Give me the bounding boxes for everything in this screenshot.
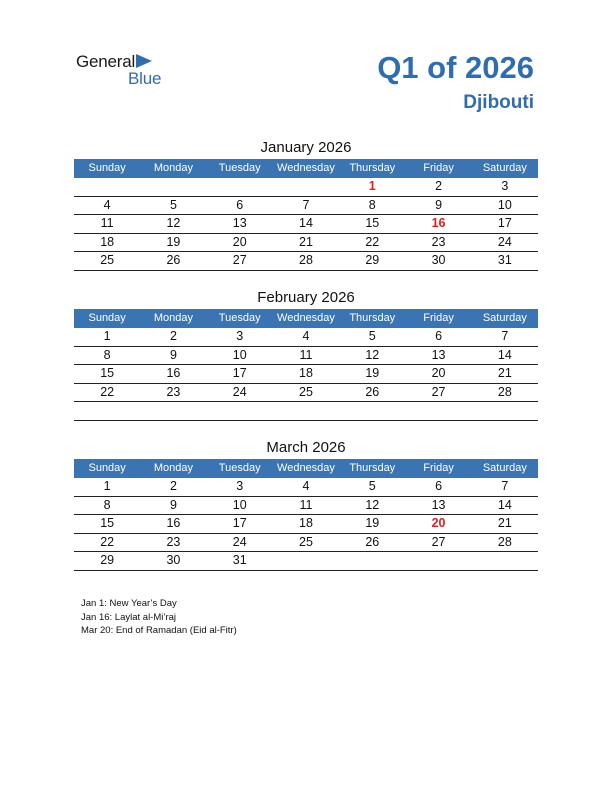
day-cell <box>74 402 140 420</box>
weekday-label: Monday <box>153 462 193 474</box>
day-cell: 26 <box>365 534 380 549</box>
weekday-label: Tuesday <box>218 462 261 474</box>
day-cell: 3 <box>236 329 244 343</box>
logo-text-blue: Blue <box>128 69 162 88</box>
day-cell: 14 <box>497 347 512 362</box>
weekday-label: Monday <box>153 162 193 174</box>
day-cell: 28 <box>497 534 512 549</box>
day-cell: 10 <box>232 347 247 362</box>
day-cell: 24 <box>232 534 247 549</box>
day-cell: 27 <box>431 534 446 549</box>
day-cell: 22 <box>100 384 115 399</box>
day-cell: 5 <box>169 197 177 212</box>
day-cell: 8 <box>103 497 111 512</box>
day-cell: 13 <box>431 347 446 362</box>
day-cell: 27 <box>232 253 247 267</box>
day-cell: 5 <box>368 479 376 493</box>
day-cell: 25 <box>100 253 115 267</box>
day-cell: 17 <box>232 516 247 530</box>
weekday-label: Sunday <box>88 462 126 474</box>
weekday-label: Wednesday <box>277 162 335 174</box>
day-cell: 4 <box>302 479 310 493</box>
day-cell <box>273 402 339 420</box>
day-cell: 30 <box>431 253 446 267</box>
day-cell: 19 <box>365 366 380 380</box>
weekday-label: Saturday <box>482 162 527 174</box>
day-cell <box>140 402 206 420</box>
day-cell: 10 <box>497 197 512 212</box>
day-cell: 22 <box>100 534 115 549</box>
day-cell <box>405 402 471 420</box>
day-cell: 18 <box>299 366 313 380</box>
week-row <box>74 178 538 197</box>
week-row <box>74 515 538 534</box>
weekday-label: Thursday <box>349 312 396 324</box>
day-cell: 28 <box>497 384 512 399</box>
weekday-label: Saturday <box>482 462 527 474</box>
week-row <box>74 328 538 347</box>
week-row <box>74 552 538 571</box>
week-row <box>74 534 538 553</box>
weekday-header <box>74 459 538 478</box>
country-name: Djibouti <box>463 92 534 113</box>
day-cell: 19 <box>166 234 181 249</box>
day-cell: 2 <box>169 329 177 343</box>
weekday-label: Friday <box>423 162 454 174</box>
day-cell <box>273 552 339 570</box>
day-cell: 5 <box>368 329 376 343</box>
day-cell: 31 <box>232 553 247 567</box>
day-cell: 21 <box>497 516 512 530</box>
weekday-header <box>74 159 538 178</box>
week-row <box>74 215 538 234</box>
day-cell: 7 <box>501 329 509 343</box>
day-cell: 17 <box>232 366 247 380</box>
day-cell: 11 <box>299 497 313 512</box>
week-row <box>74 497 538 516</box>
day-cell: 7 <box>302 197 310 212</box>
day-cell: 13 <box>431 497 446 512</box>
day-cell: 11 <box>299 347 313 362</box>
logo <box>76 52 176 88</box>
day-cell: 16 <box>166 366 181 380</box>
weekday-label: Sunday <box>88 162 126 174</box>
weekday-label: Thursday <box>349 462 396 474</box>
day-cell <box>207 178 273 196</box>
day-cell: 18 <box>100 234 115 249</box>
day-cell: 6 <box>435 479 443 493</box>
logo-flag-icon <box>136 54 152 68</box>
day-cell: 4 <box>302 329 310 343</box>
weekday-label: Tuesday <box>218 162 261 174</box>
week-row <box>74 234 538 253</box>
month-title: January 2026 <box>260 139 352 156</box>
day-cell: 20 <box>232 234 247 249</box>
month-title: February 2026 <box>257 289 355 306</box>
day-cell: 11 <box>100 216 114 230</box>
holiday-day-cell: 20 <box>431 516 446 530</box>
day-cell: 28 <box>299 253 313 267</box>
day-cell <box>405 552 471 570</box>
day-cell: 2 <box>169 479 177 493</box>
day-cell: 7 <box>501 479 509 493</box>
day-cell: 18 <box>299 516 313 530</box>
holiday-note: Mar 20: End of Ramadan (Eid al-Fitr) <box>81 625 237 636</box>
day-cell: 1 <box>103 479 111 493</box>
week-row <box>74 197 538 216</box>
month-january <box>74 137 538 271</box>
month-title: March 2026 <box>266 439 346 456</box>
day-cell: 29 <box>365 253 380 267</box>
day-cell: 22 <box>365 234 380 249</box>
day-cell: 10 <box>232 497 247 512</box>
day-cell <box>472 552 538 570</box>
day-cell: 15 <box>100 366 115 380</box>
weekday-label: Friday <box>423 312 454 324</box>
week-row <box>74 365 538 384</box>
weekday-label: Monday <box>153 312 193 324</box>
day-cell: 30 <box>166 553 181 567</box>
weekday-label: Wednesday <box>277 312 335 324</box>
day-cell: 23 <box>166 384 181 399</box>
day-cell: 12 <box>166 216 181 230</box>
day-cell: 20 <box>431 366 446 380</box>
day-cell: 27 <box>431 384 446 399</box>
day-cell: 9 <box>435 197 443 212</box>
day-cell: 8 <box>368 197 376 212</box>
day-cell: 24 <box>232 384 247 399</box>
day-cell: 1 <box>103 329 111 343</box>
holiday-notes <box>81 597 237 638</box>
day-cell: 21 <box>299 234 313 249</box>
logo-text-general: General <box>76 52 136 71</box>
holiday-note: Jan 16: Laylat al-Mi’raj <box>81 611 177 623</box>
day-cell <box>339 552 405 570</box>
day-cell: 8 <box>103 347 111 362</box>
day-cell: 19 <box>365 516 380 530</box>
day-cell: 21 <box>497 366 512 380</box>
week-row <box>74 252 538 271</box>
holiday-day-cell: 1 <box>368 179 376 193</box>
day-cell: 25 <box>299 534 313 549</box>
page-title: Q1 of 2026 <box>377 50 534 85</box>
month-february <box>74 287 538 421</box>
day-cell <box>140 178 206 196</box>
day-cell: 4 <box>103 197 111 212</box>
day-cell: 9 <box>169 497 177 512</box>
day-cell: 15 <box>365 216 380 230</box>
day-cell: 13 <box>232 216 247 230</box>
day-cell <box>472 402 538 420</box>
weekday-label: Wednesday <box>277 462 335 474</box>
weekday-label: Sunday <box>88 312 126 324</box>
week-row <box>74 478 538 497</box>
holiday-day-cell: 16 <box>431 216 446 230</box>
day-cell: 12 <box>365 497 380 512</box>
day-cell <box>74 178 140 196</box>
weekday-label: Tuesday <box>218 312 261 324</box>
day-cell: 17 <box>497 216 512 230</box>
day-cell: 14 <box>497 497 512 512</box>
weekday-label: Saturday <box>482 312 527 324</box>
day-cell: 26 <box>365 384 380 399</box>
day-cell: 12 <box>365 347 380 362</box>
day-cell: 3 <box>236 479 244 493</box>
day-cell: 23 <box>431 234 446 249</box>
week-row <box>74 384 538 403</box>
day-cell: 15 <box>100 516 115 530</box>
day-cell: 16 <box>166 516 181 530</box>
day-cell: 9 <box>169 347 177 362</box>
week-row <box>74 347 538 366</box>
day-cell <box>273 178 339 196</box>
day-cell: 14 <box>299 216 313 230</box>
day-cell: 2 <box>435 179 443 193</box>
holiday-note: Jan 1: New Year’s Day <box>81 598 177 609</box>
day-cell: 24 <box>497 234 512 249</box>
week-row <box>74 402 538 421</box>
day-cell: 6 <box>435 329 443 343</box>
day-cell: 26 <box>166 253 181 267</box>
day-cell: 23 <box>166 534 181 549</box>
weekday-label: Thursday <box>349 162 396 174</box>
day-cell: 31 <box>497 253 512 267</box>
month-march <box>74 437 538 571</box>
weekday-header <box>74 309 538 328</box>
day-cell <box>339 402 405 420</box>
day-cell: 3 <box>501 179 509 193</box>
day-cell: 6 <box>236 197 244 212</box>
day-cell <box>207 402 273 420</box>
weekday-label: Friday <box>423 462 454 474</box>
day-cell: 25 <box>299 384 313 399</box>
day-cell: 29 <box>100 553 115 567</box>
